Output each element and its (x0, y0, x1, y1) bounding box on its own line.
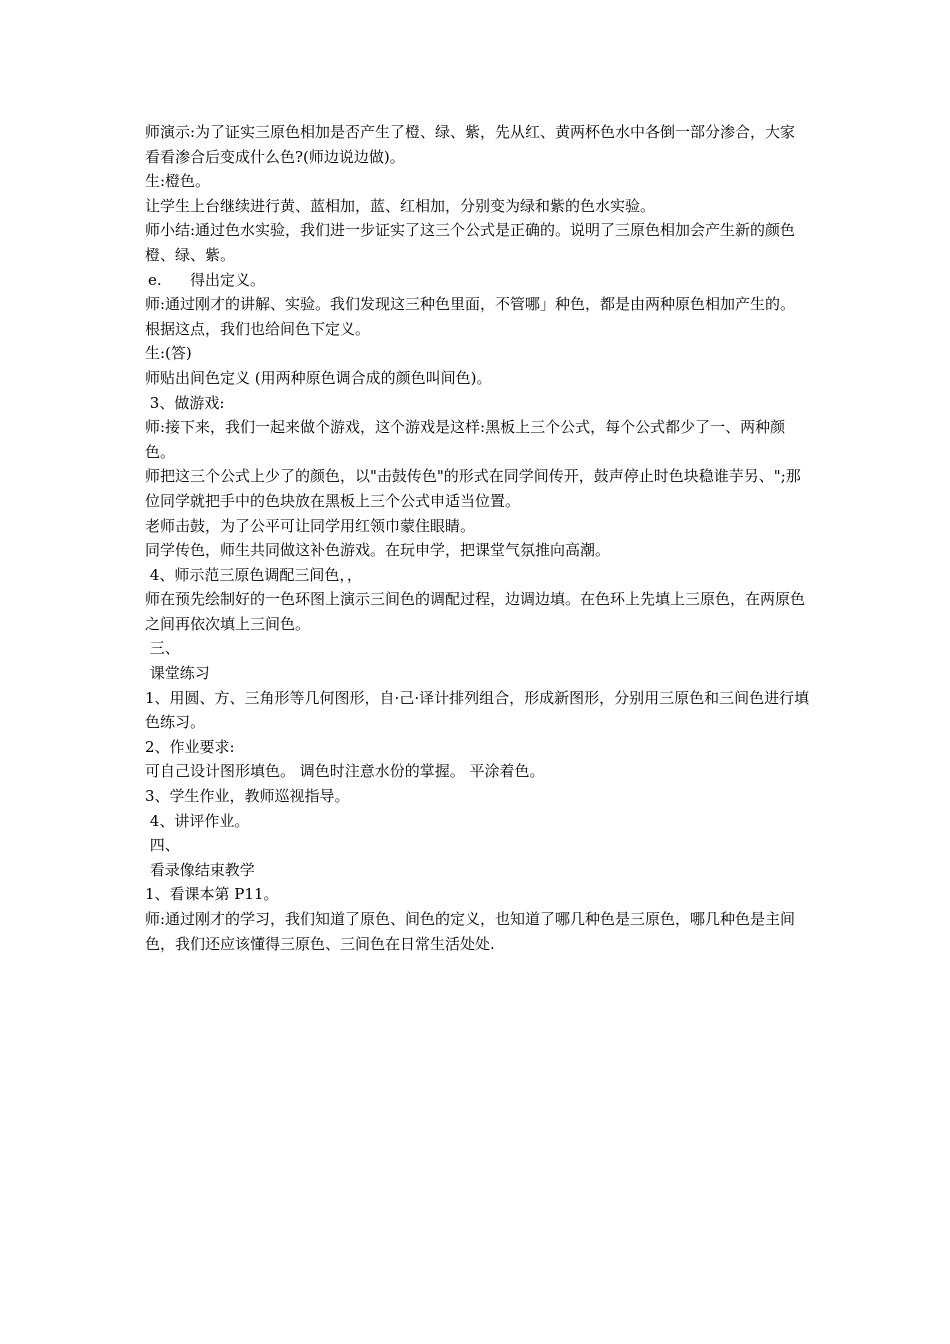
paragraph-practice-2: 2、作业要求: (145, 737, 235, 756)
paragraph-teacher-summary: 师小结:通过色水实验，我们进一步证实了这三个公式是正确的。说明了三原色相加会产生新的颜色橙、绿、紫。 (145, 221, 796, 264)
paragraph-student-experiment: 让学生上台继续进行黄、蓝相加，蓝、红相加，分别变为绿和紫的色水实验。 (145, 196, 656, 215)
paragraph-practice-requirements: 可自己设计图形填色。 调色时注意水份的掌握。 平涂着色。 (145, 762, 545, 781)
paragraph-textbook: 1、看课本第 P11。 (145, 885, 279, 904)
paragraph-game-rules: 师把这三个公式上少了的颜色，以"击鼓传色"的形式在同学间传开，鼓声停止时色块稳谁芋另、";那位同学就把手中的色块放在黑板上三个公式申适当位置。 (145, 467, 801, 510)
paragraph-practice-3: 3、学生作业，教师巡视指导。 (145, 787, 350, 806)
paragraph-definition: 师贴出间色定义 (用两种原色调合成的颜色叫间色)。 (145, 368, 492, 387)
step-e-label: e. (148, 270, 162, 289)
paragraph-teacher-explanation: 师:通过刚才的讲解、实验。我们发现这三种色里面，不管哪」种色，都是由两种原色相加产生的。根据这点，我们也给间色下定义。 (145, 295, 796, 338)
step-e-text: 得出定义。 (190, 270, 266, 289)
heading-demo-mixing: 4、师示范三原色调配三间色，， (145, 565, 362, 584)
paragraph-game-intro: 师:接下来，我们一起来做个游戏，这个游戏是这样:黑板上三个公式，每个公式都少了一、两种颜色。 (145, 418, 786, 461)
paragraph-student-orange: 生:橙色。 (145, 172, 211, 191)
paragraph-practice-1: 1、用圆、方、三角形等几何图形，自·己·译计排列组合，形成新图形，分别用三原色和三间色进行填色练习。 (145, 688, 810, 732)
paragraph-student-answer: 生:(答) (145, 344, 192, 363)
heading-video-end: 看录像结束教学 (145, 860, 255, 879)
heading-section-four: 四、 (145, 836, 180, 855)
paragraph-step-e (145, 268, 810, 293)
paragraph-drum: 老师击鼓，为了公平可让同学用红领巾蒙住眼睛。 (145, 516, 476, 535)
paragraph-conclusion: 师:通过刚才的学习，我们知道了原色、间色的定义，也知道了哪几种色是三原色，哪几种色是主间色，我们还应该懂得三原色、三间色在日常生活处处. (145, 910, 796, 953)
heading-class-practice: 课堂练习 (145, 664, 210, 683)
paragraph-practice-4: 4、讲评作业。 (145, 811, 250, 830)
paragraph-teacher-demo: 师演示:为了证实三原色相加是否产生了橙、绿、紫，先从红、黄两杯色水中各倒一部分渗合，大家看看渗合后变成什么色?(师边说边做)。 (145, 123, 796, 166)
paragraph-pass-color: 同学传色，师生共同做这补色游戏。在玩申学，把课堂气氛推向高潮。 (145, 541, 611, 560)
document-body (145, 120, 810, 956)
heading-section-three: 三、 (145, 639, 180, 658)
heading-game: 3、做游戏: (145, 393, 225, 412)
paragraph-color-wheel: 师在预先绘制好的一色环图上演示三间色的调配过程，边调边填。在色环上先填上三原色，在两原色之间再依次填上三间色。 (145, 590, 806, 633)
